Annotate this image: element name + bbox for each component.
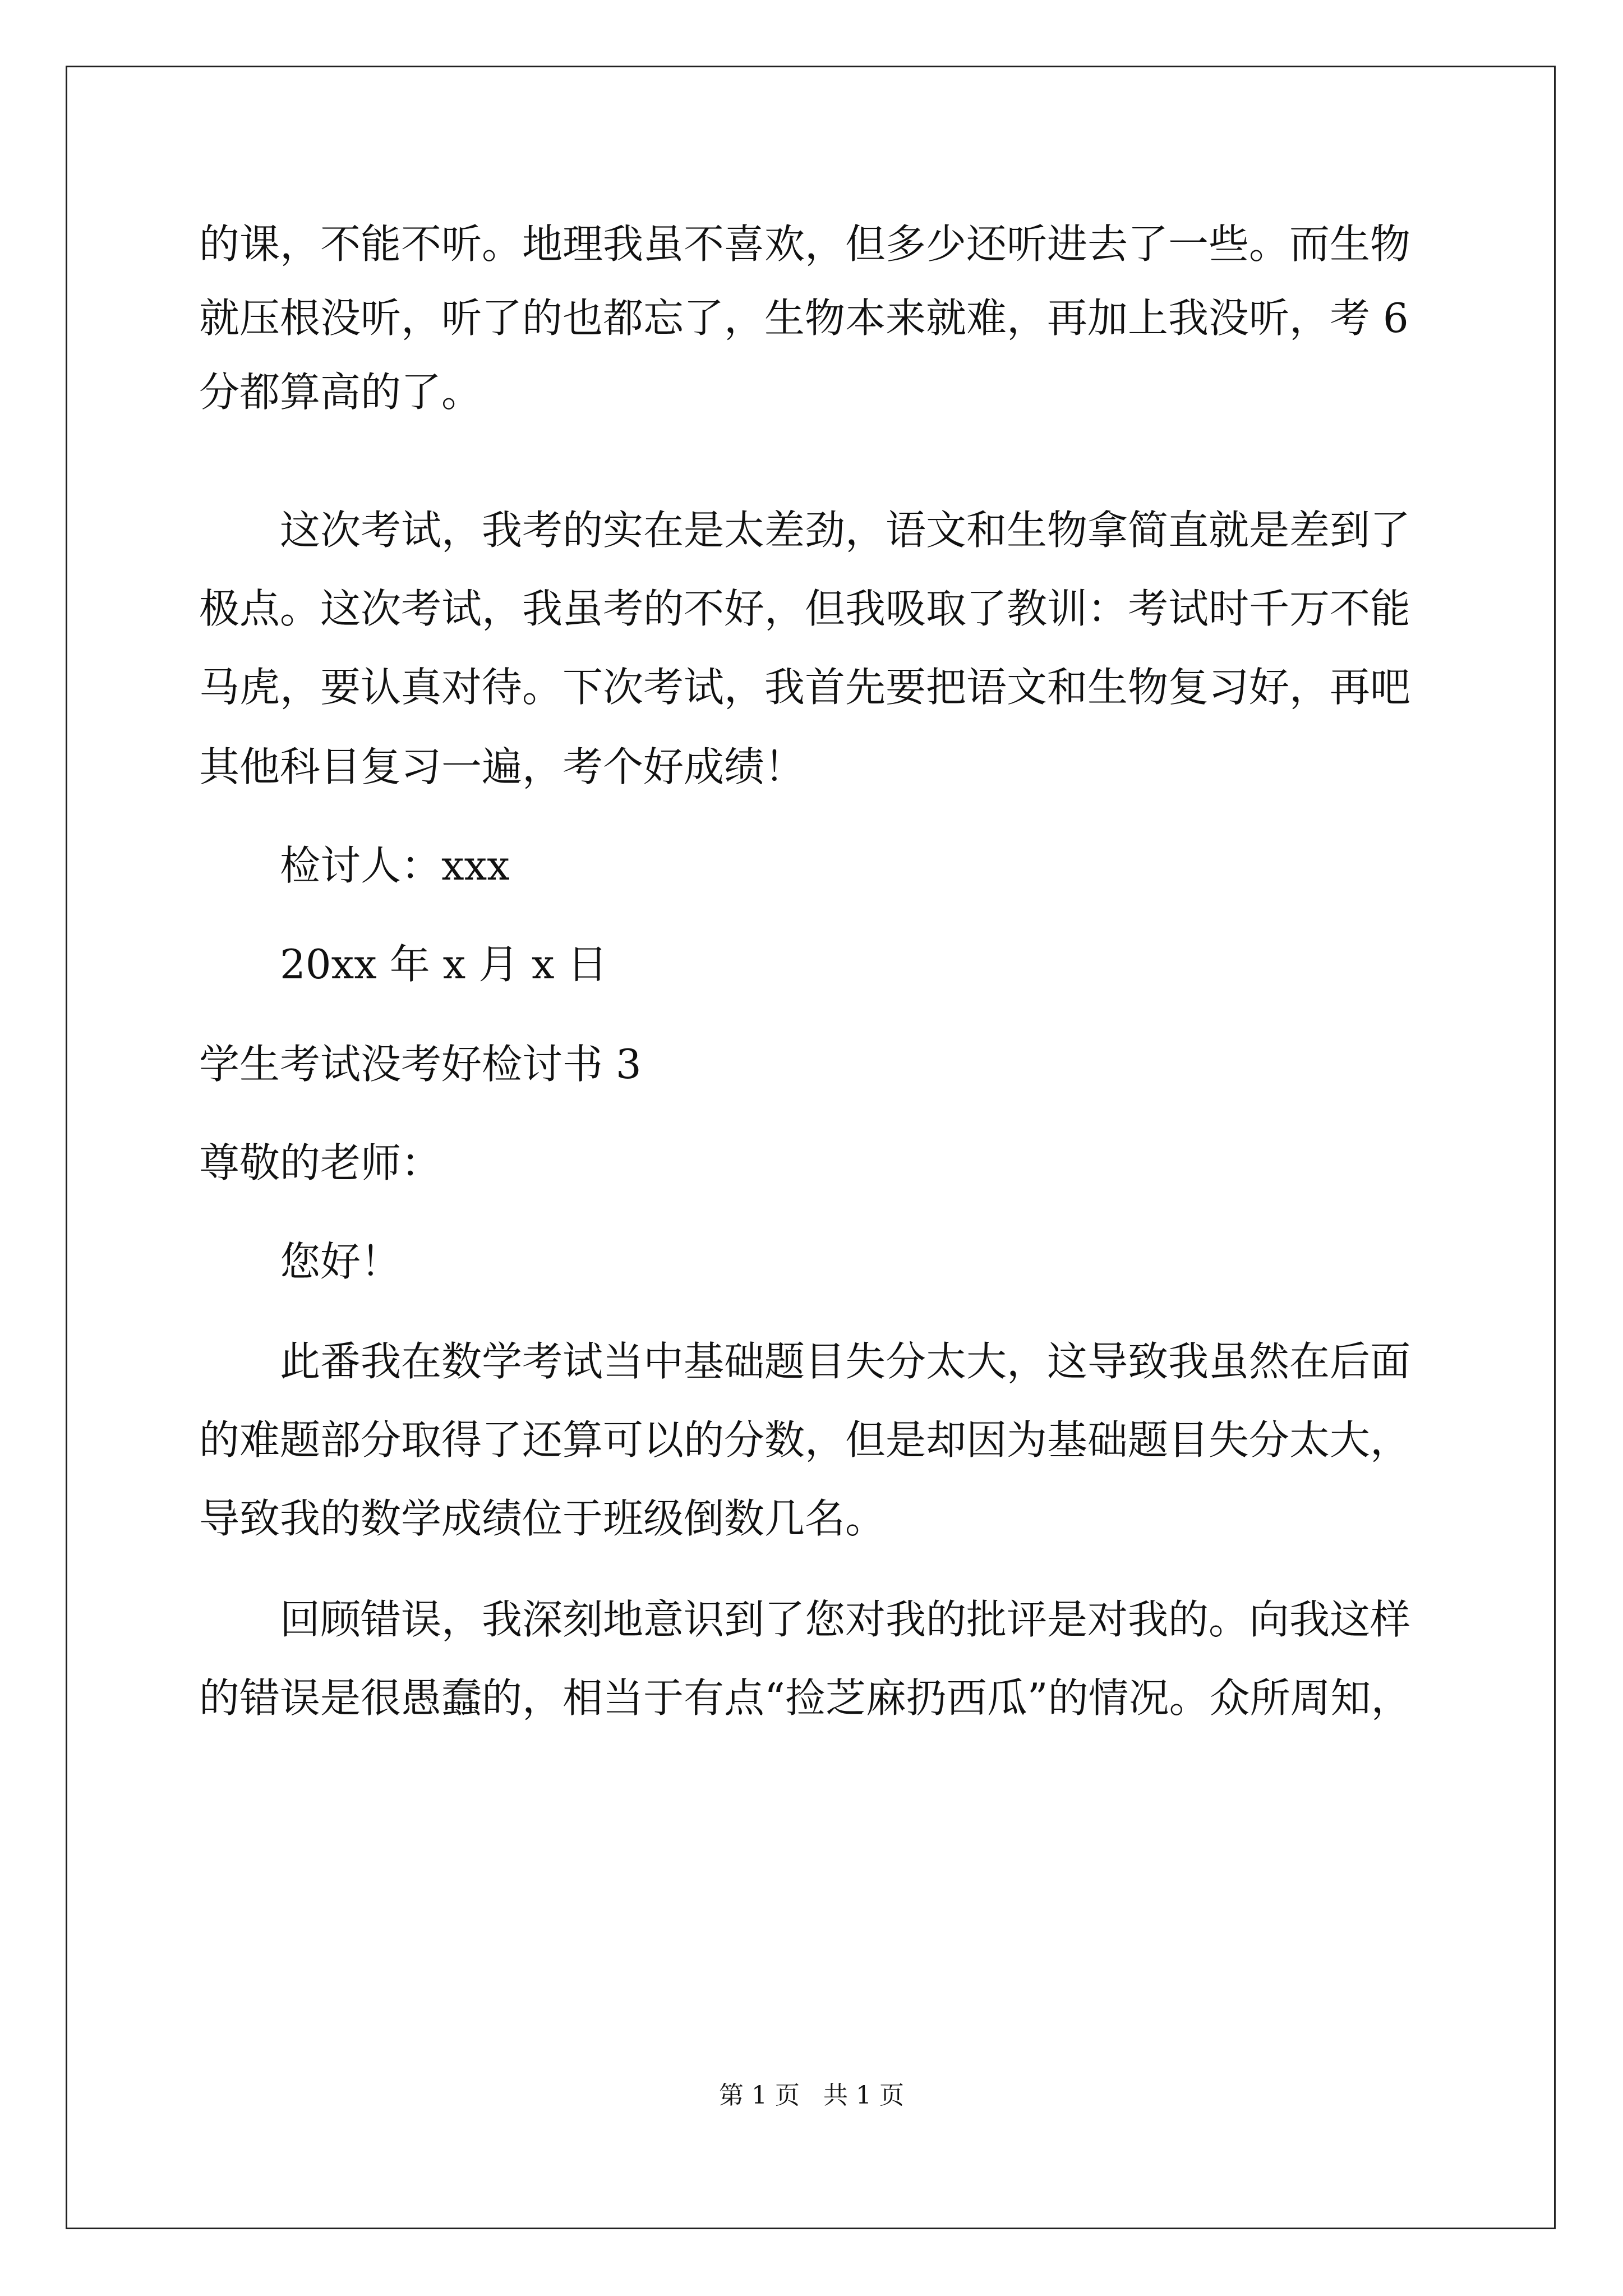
text-line: 其他科目复习一遍，考个好成绩！ — [199, 743, 805, 790]
text-line: 分都算高的了。 — [199, 369, 482, 416]
text-line: 的课，不能不听。地理我虽不喜欢，但多少还听进去了一些。而生物 — [199, 220, 1411, 268]
text-line: 此番我在数学考试当中基础题目失分太大，这导致我虽然在后面 — [280, 1338, 1411, 1385]
text-line: 的错误是很愚蠢的，相当于有点“捡芝麻扔西瓜”的情况。众所周知， — [199, 1674, 1412, 1722]
text-line: 这次考试，我考的实在是太差劲，语文和生物拿简直就是差到了 — [280, 507, 1411, 554]
section-title: 学生考试没考好检讨书 3 — [199, 1041, 642, 1088]
greeting: 您好！ — [280, 1238, 402, 1285]
date-line: 20xx 年 x 月 x 日 — [280, 941, 608, 988]
text-line: 的难题部分取得了还算可以的分数，但是却因为基础题目失分太大， — [199, 1416, 1411, 1464]
text-line: 就压根没听，听了的也都忘了，生物本来就难，再加上我没听，考 6 — [199, 295, 1409, 342]
text-line: 回顾错误，我深刻地意识到了您对我的批评是对我的。向我这样 — [280, 1596, 1411, 1643]
signer-line: 检讨人：xxx — [280, 842, 510, 889]
salutation: 尊敬的老师： — [199, 1139, 442, 1186]
text-line: 马虎，要认真对待。下次考试，我首先要把语文和生物复习好，再吧 — [199, 664, 1411, 711]
text-line: 极点。这次考试，我虽考的不好，但我吸取了教训：考试时千万不能 — [199, 585, 1411, 632]
page-footer: 第 1 页 共 1 页 — [719, 2081, 904, 2110]
text-line: 导致我的数学成绩位于班级倒数几名。 — [199, 1495, 886, 1542]
